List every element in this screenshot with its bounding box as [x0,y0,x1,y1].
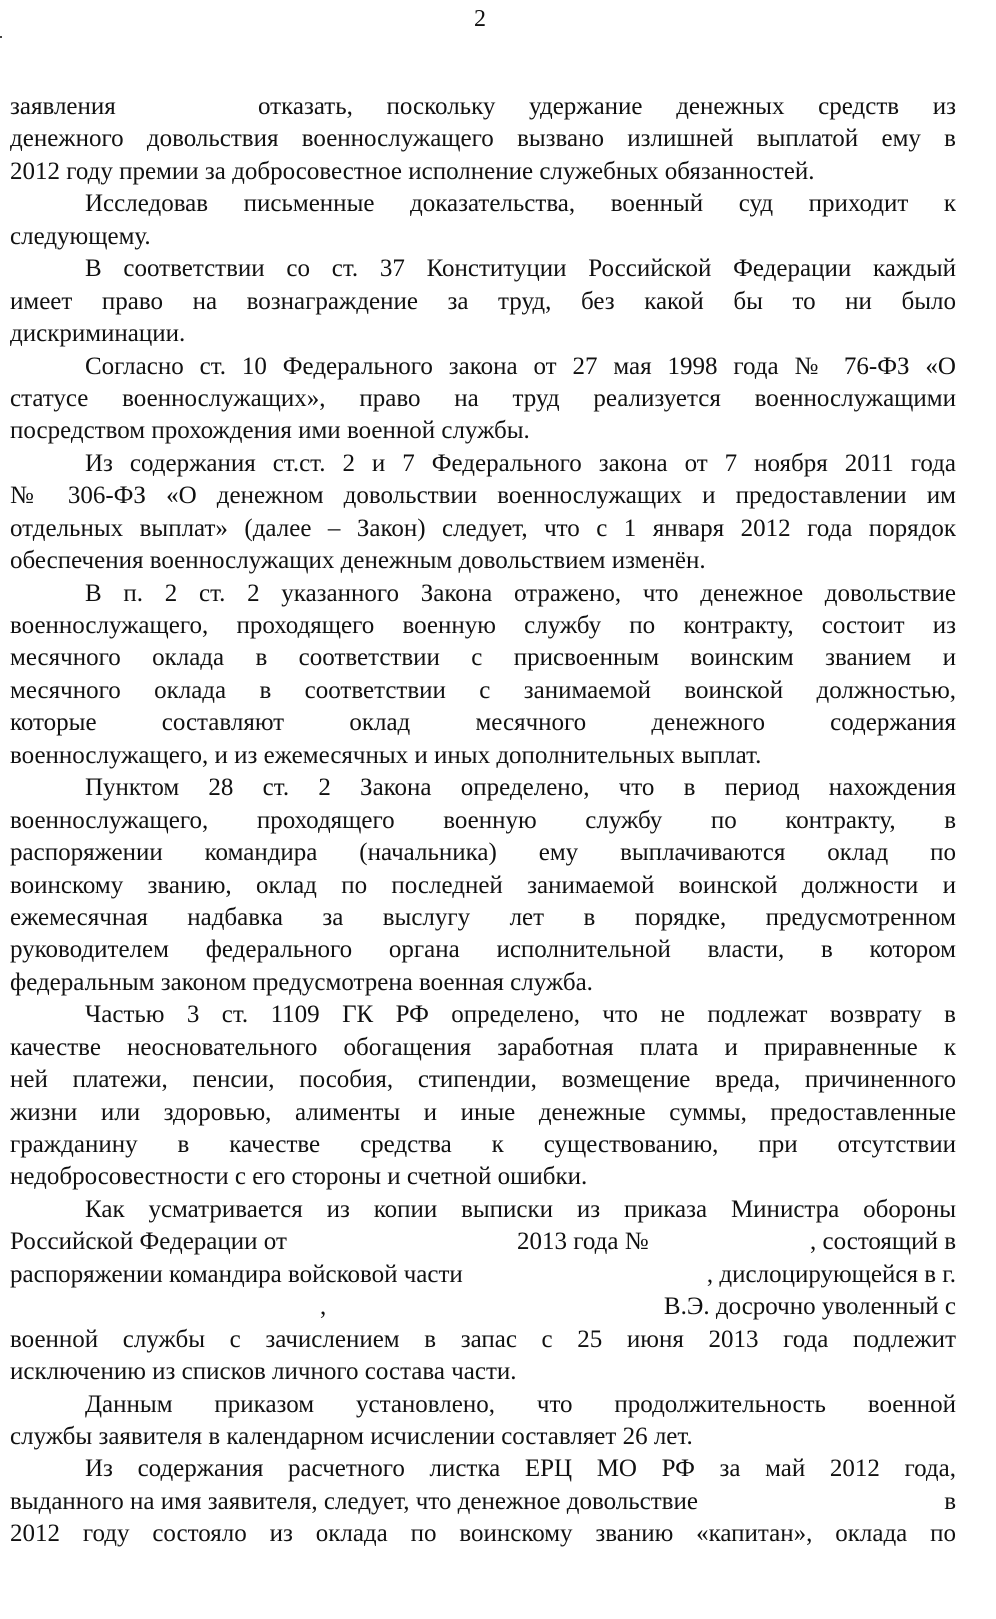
text-line: Как усматривается из копии выписки из приказа Министра обороны [85,1195,956,1223]
text-line: следующему. [10,222,151,250]
text-line: 2012 году состояло из оклада по воинскому званию «капитан», оклада по [10,1520,956,1548]
text-line: военнослужащего, проходящего военную службу по контракту, в [10,806,956,834]
text-line: службы заявителя в календарном исчислении составляет 26 лет. [10,1422,693,1450]
text-line: посредством прохождения ими военной службы. [10,417,530,445]
text-line: Согласно ст. 10 Федерального закона от 27 мая 1998 года № 76-ФЗ «О [85,352,956,380]
text-segment: 2013 года № [517,1228,649,1256]
text-line [10,91,956,123]
text-line: исключению из списков личного состава части. [10,1358,517,1386]
text-line: обеспечения военнослужащих денежным довольствием изменён. [10,547,706,575]
text-line: ежемесячная надбавка за выслугу лет в порядке, предусмотренном [10,903,956,931]
text-line: денежного довольствия военнослужащего вызвано излишней выплатой ему в [10,125,956,153]
text-line: жизни или здоровью, алименты и иные денежные суммы, предоставленные [10,1098,956,1126]
text-segment: в [944,1487,956,1515]
text-line: В соответствии со ст. 37 Конституции Российской Федерации каждый [85,255,956,283]
text-line [10,1291,956,1323]
text-segment: заявления [10,93,116,120]
text-line: статусе военнослужащих», право на труд реализуется военнослужащими [10,384,956,412]
text-line: Данным приказом установлено, что продолжительность военной [85,1390,956,1418]
text-line: месячного оклада в соответствии с занимаемой воинской должностью, [10,676,956,704]
text-line: № 306-ФЗ «О денежном довольствии военнослужащих и предоставлении им [10,482,956,510]
scan-mark [0,36,2,38]
text-line: Пунктом 28 ст. 2 Закона определено, что в период нахождения [85,774,956,802]
text-line: военнослужащего, и из ежемесячных и иных дополнительных выплат. [10,741,762,769]
text-line: ней платежи, пенсии, пособия, стипендии, возмещение вреда, причиненного [10,1066,956,1094]
text-segment: распоряжении командира войсковой части [10,1260,463,1288]
text-line: распоряжении командира (начальника) ему выплачиваются оклад по [10,839,956,867]
text-line: 2012 году премии за добросовестное исполнение служебных обязанностей. [10,157,815,185]
text-segment: Российской Федерации от [10,1228,287,1256]
text-line: имеет право на вознаграждение за труд, без какой бы то ни было [10,287,956,315]
text-line: дискриминации. [10,320,186,348]
text-line [10,1259,956,1291]
text-segment: В.Э. досрочно уволенный с [663,1293,956,1321]
text-line: отдельных выплат» (далее – Закон) следует, что с 1 января 2012 года порядок [10,514,956,542]
text-line: воинскому званию, оклад по последней занимаемой воинской должности и [10,871,956,899]
text-line: Из содержания ст.ст. 2 и 7 Федерального закона от 7 ноября 2011 года [85,449,956,477]
text-line: месячного оклада в соответствии с присвоенным воинским званием и [10,644,956,672]
document-body [10,91,956,1551]
text-line: Из содержания расчетного листка ЕРЦ МО РФ за май 2012 года, [85,1455,956,1483]
text-line: В п. 2 ст. 2 указанного Закона отражено, что денежное довольствие [85,579,956,607]
page-number: 2 [474,6,486,32]
text-line: которые составляют оклад месячного денежного содержания [10,709,956,737]
text-line: Исследовав письменные доказательства, военный суд приходит к [85,190,956,218]
text-line [10,1226,956,1258]
text-line [10,1486,956,1518]
text-segment: , дислоцирующейся в г. [706,1260,956,1288]
text-line: военнослужащего, проходящего военную службу по контракту, состоит из [10,612,956,639]
text-line: недобросовестности с его стороны и счетной ошибки. [10,1163,588,1191]
text-segment: отказать, поскольку удержание денежных средств из [258,93,956,120]
text-segment: выданного на имя заявителя, следует, что денежное довольствие [10,1487,698,1515]
text-line: Частью 3 ст. 1109 ГК РФ определено, что не подлежат возврату в [85,1001,956,1029]
text-segment: , состоящий в [810,1228,956,1256]
text-segment: , [320,1293,327,1321]
text-line: военной службы с зачислением в запас с 25 июня 2013 года подлежит [10,1325,956,1353]
text-line: качестве неосновательного обогащения заработная плата и приравненные к [10,1033,956,1061]
text-line: гражданину в качестве средства к существованию, при отсутствии [10,1131,956,1158]
text-line: федеральным законом предусмотрена военная служба. [10,968,593,996]
text-line: руководителем федерального органа исполнительной власти, в котором [10,936,956,964]
